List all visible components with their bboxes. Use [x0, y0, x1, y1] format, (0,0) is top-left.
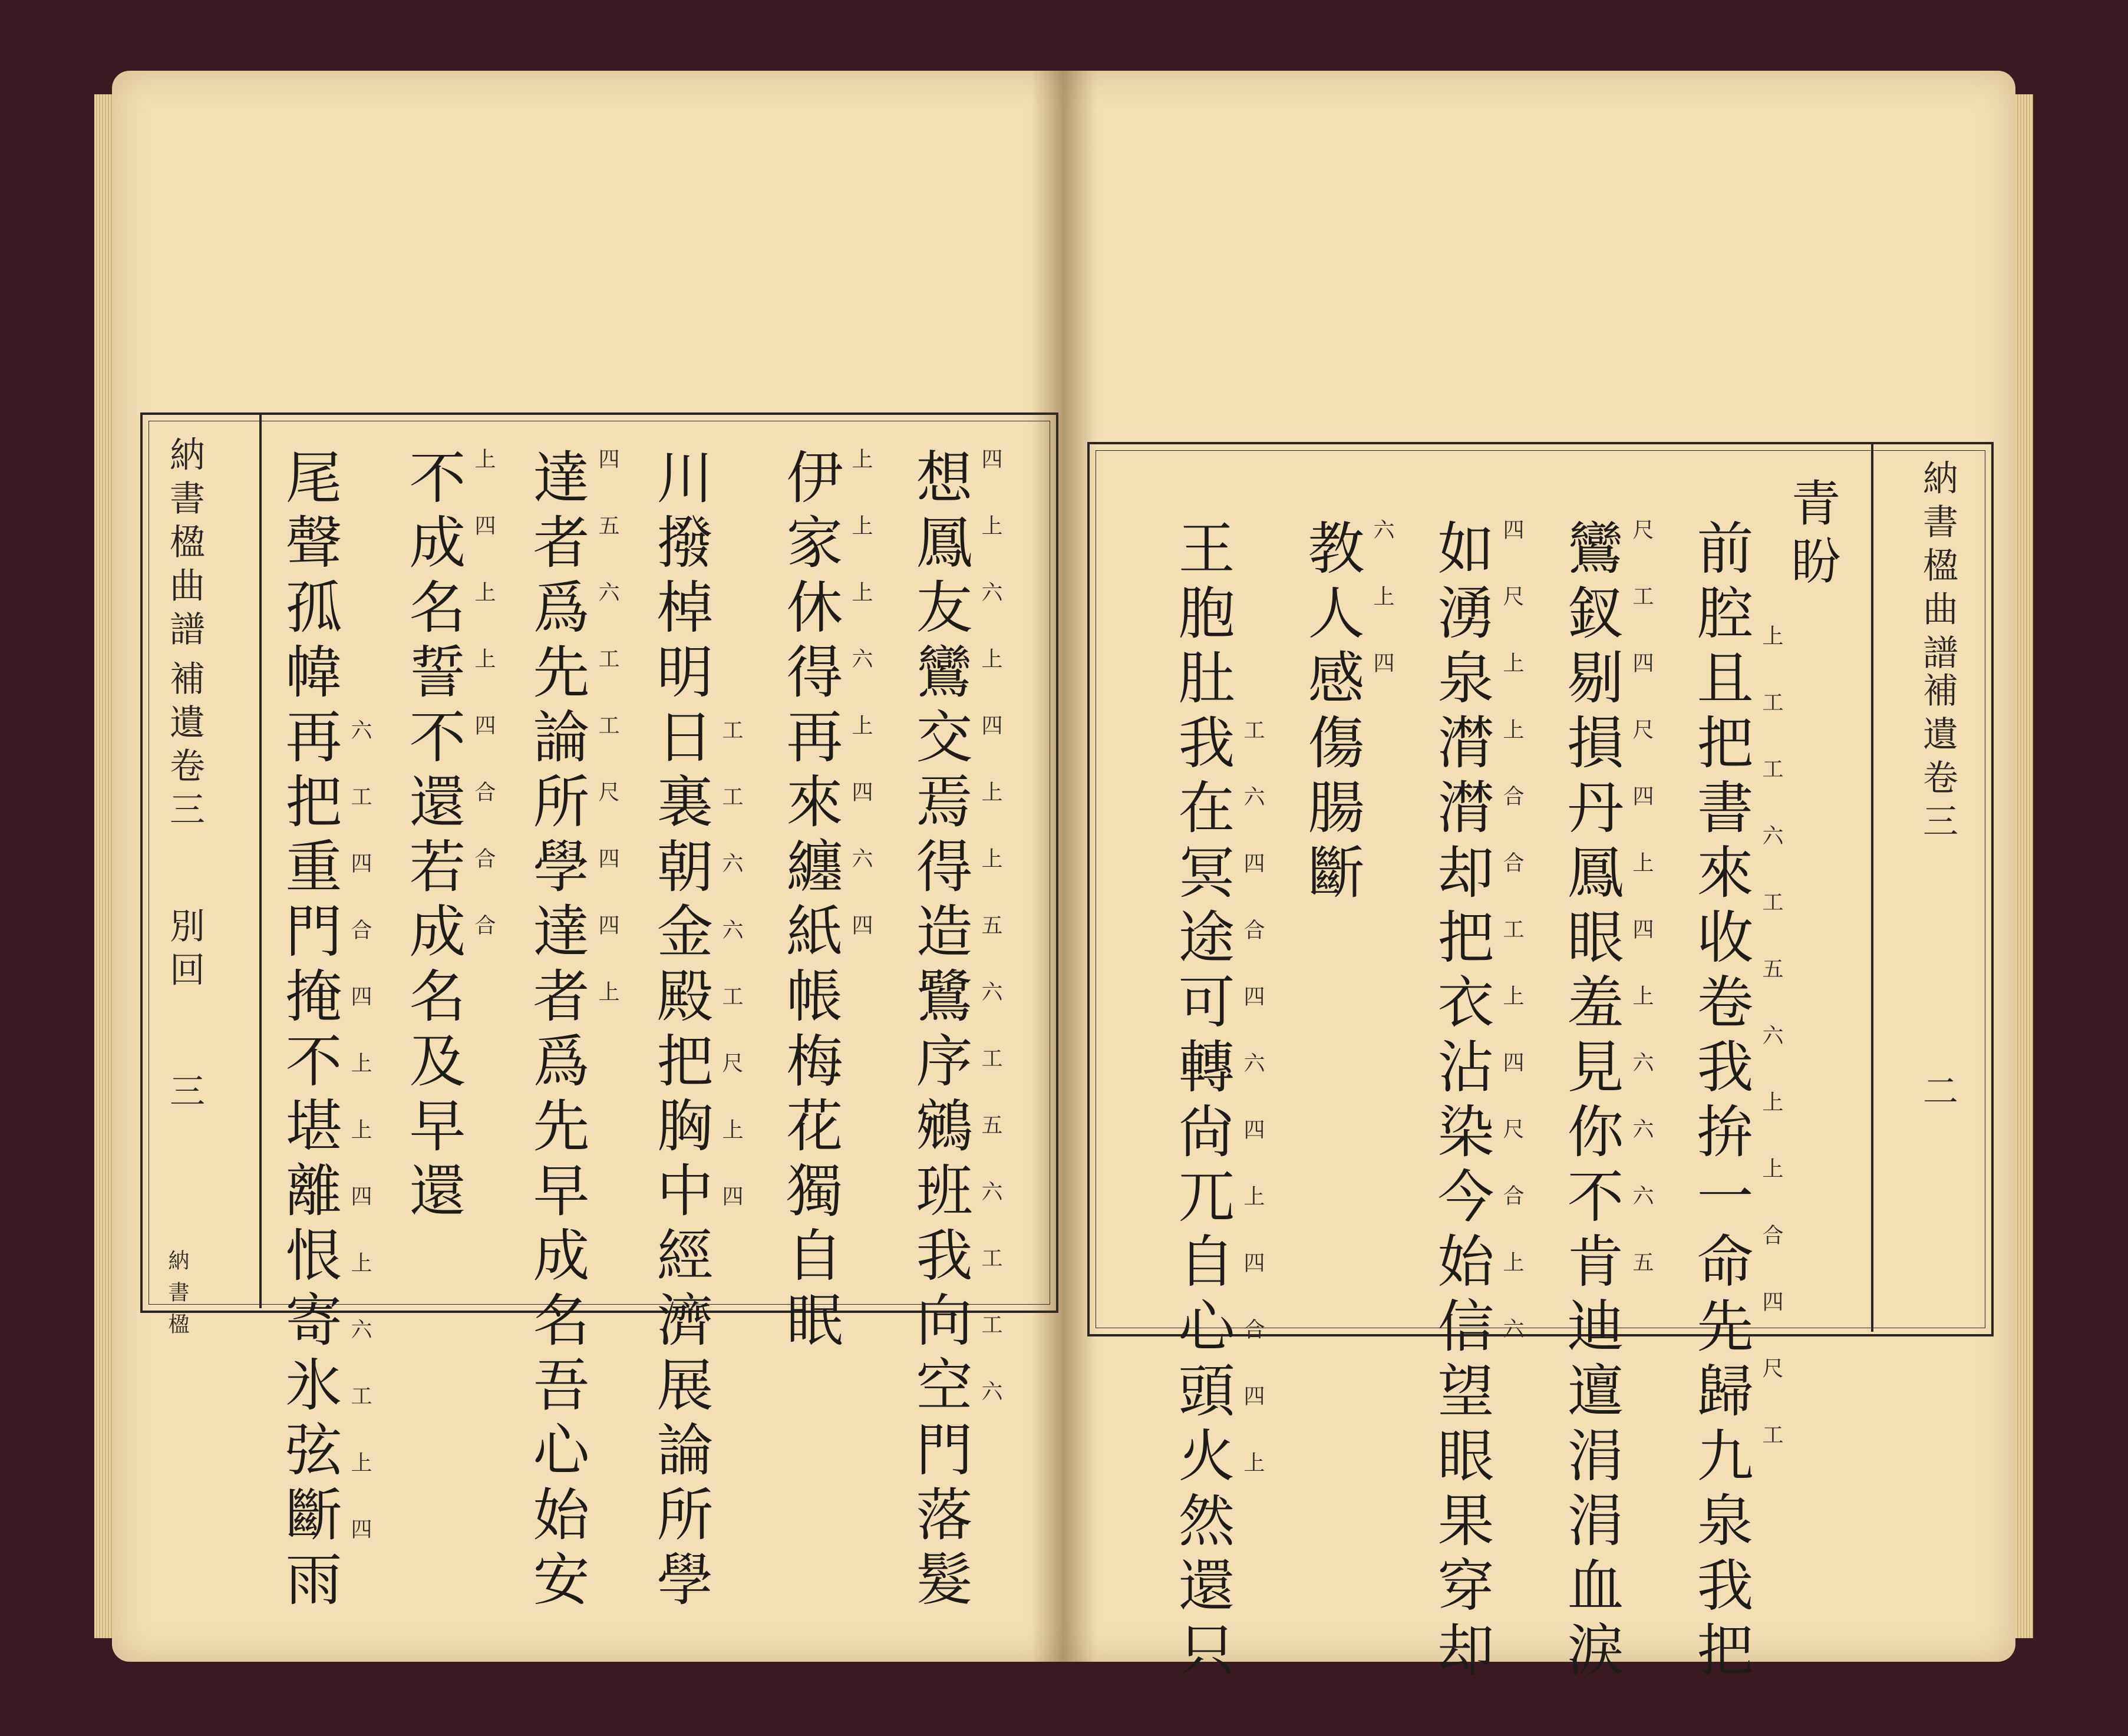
margin-volume: 補遺卷三 — [164, 660, 205, 834]
lyric-column: 伊家休得再來纏紙帳梅花獨自眠 — [777, 448, 843, 1355]
lyric-column: 教人感傷腸斷 — [1299, 519, 1365, 907]
notation-column: 工 工 六 六 工 尺 上 四 — [719, 719, 743, 1217]
lyric-column: 前腔且把書來收卷我拚一命先歸九泉我把 — [1688, 519, 1754, 1685]
notation-column: 六 工 四 合 四 上 上 四 上 六 工 上 四 — [348, 719, 372, 1550]
notation-column: 上 上 上 六 上 四 六 四 — [849, 448, 873, 946]
notation-column: 上 四 上 上 四 合 合 合 — [471, 448, 496, 946]
margin-title: 納書楹曲譜 — [164, 436, 205, 654]
margin-studio: 納書楹 — [165, 1249, 189, 1345]
margin-title: 納書楹曲譜 — [1917, 460, 1958, 678]
notation-column: 尺 工 四 尺 四 上 四 上 六 六 六 五 — [1629, 519, 1654, 1283]
lyric-column: 王胞肚我在冥途可轉尙兀自心頭火然還只 — [1169, 519, 1235, 1685]
lyric-column: 尾聲孤幃再把重門掩不堪離恨寄氷弦斷雨 — [276, 448, 342, 1615]
margin-page-number: 三 — [164, 1072, 205, 1116]
notation-column: 四 尺 上 上 合 合 工 上 四 尺 合 上 六 — [1500, 519, 1524, 1349]
margin-volume: 補遺卷三 — [1917, 672, 1958, 846]
book-gutter — [1031, 71, 1096, 1662]
lyric-column: 川撥棹明日裏朝金殿把胸中經濟展論所學 — [648, 448, 714, 1615]
notation-column: 上 工 工 六 工 五 六 上 上 合 四 尺 工 — [1759, 625, 1783, 1456]
open-book — [112, 71, 2015, 1685]
margin-chapter: 別回 — [164, 907, 205, 995]
lyric-column: 想鳳友鸞交焉得造鷺序鵷班我向空門落髮 — [907, 448, 973, 1615]
notation-column: 六 上 四 — [1370, 519, 1394, 684]
left-page — [112, 71, 1064, 1662]
notation-column: 四 上 六 上 四 上 上 五 六 工 五 六 工 工 六 — [978, 448, 1002, 1412]
tune-title: 青盼 — [1783, 477, 1841, 593]
notation-column: 四 五 六 工 工 尺 四 四 上 — [595, 448, 619, 1012]
lyric-column: 不成名誓不還若成名及早還 — [400, 448, 466, 1226]
right-page — [1064, 71, 2015, 1685]
margin-rule — [1871, 442, 1873, 1332]
lyric-column: 如湧泉潸潸却把衣沾染今始信望眼果穿却 — [1428, 519, 1494, 1685]
margin-rule — [259, 412, 262, 1308]
lyric-column: 達者爲先論所學達者爲先早成名吾心始安 — [524, 448, 590, 1615]
margin-page-number: 二 — [1917, 1072, 1958, 1116]
lyric-column: 鸞釵剔損丹鳳眼羞見你不肯迪邅涓涓血淚 — [1558, 519, 1624, 1685]
notation-column: 工 六 四 合 四 六 四 上 四 合 四 上 — [1240, 719, 1265, 1483]
